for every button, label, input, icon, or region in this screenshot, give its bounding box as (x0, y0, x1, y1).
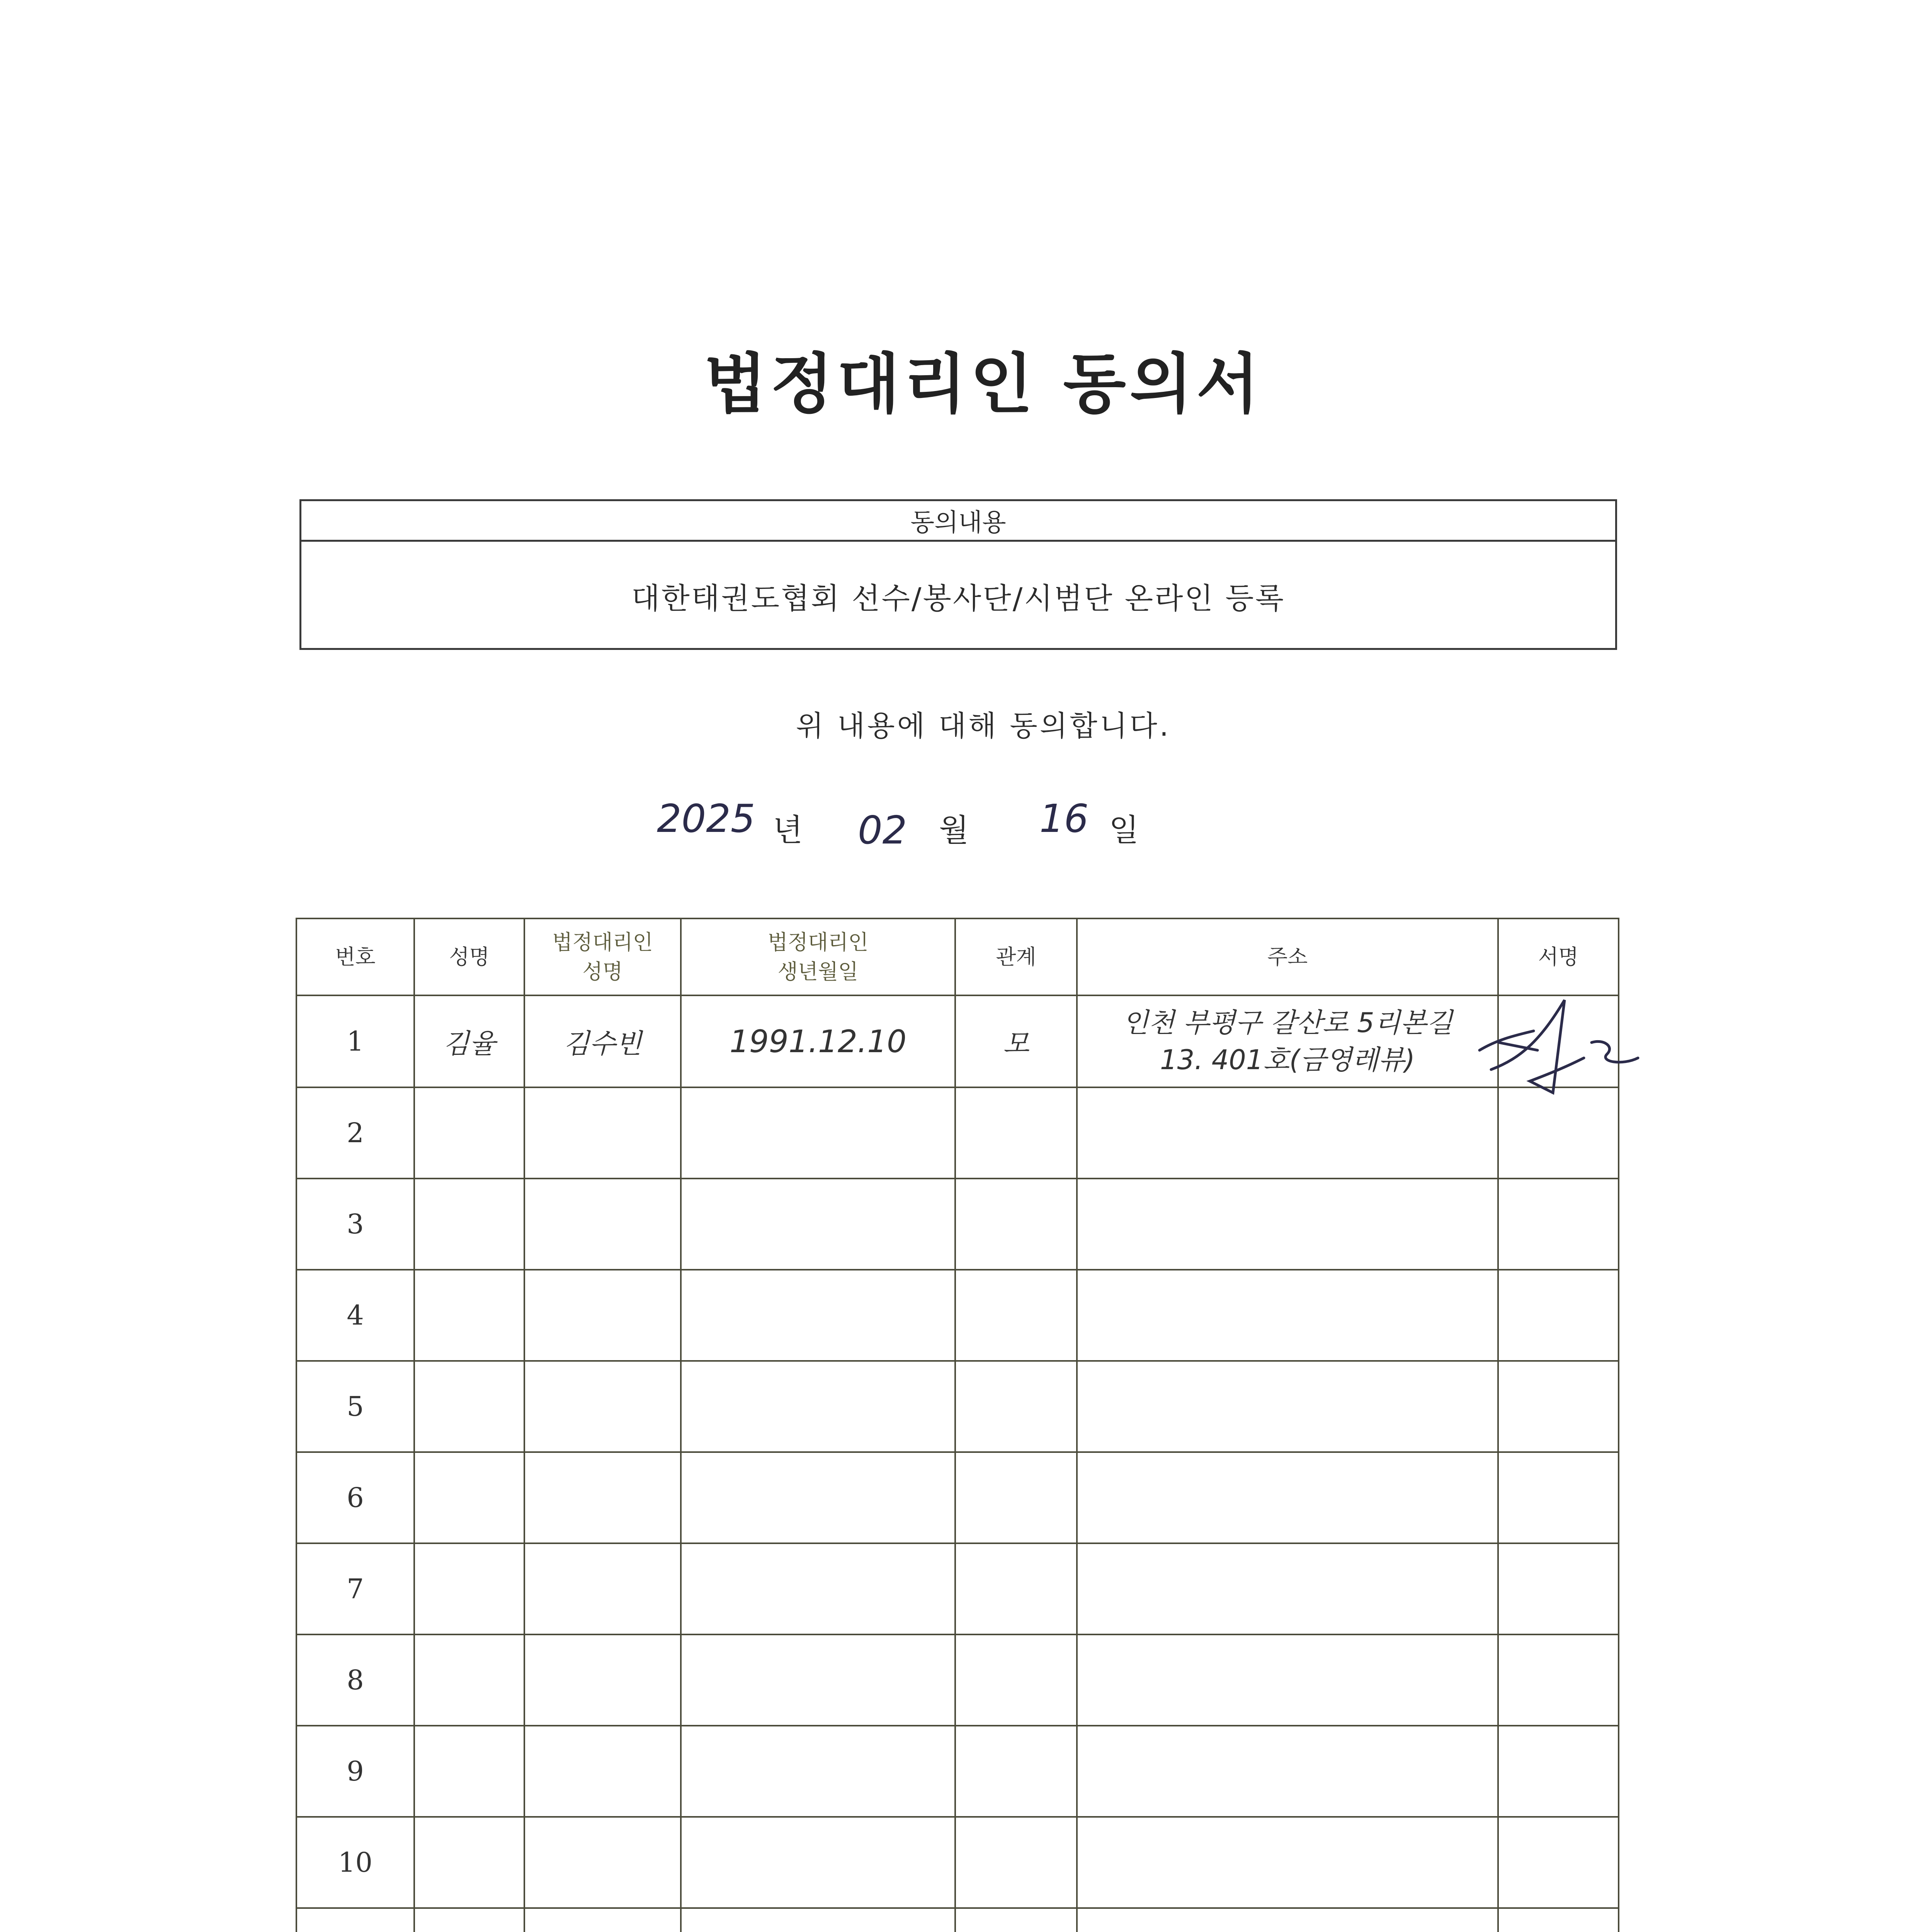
row-number: 9 (296, 1726, 414, 1817)
table-row (296, 1908, 1619, 1932)
row-guardian-name: 김수빈 (524, 995, 681, 1087)
header-signature: 서명 (1498, 918, 1619, 995)
table-row (296, 1270, 1619, 1361)
table-row (296, 1087, 1619, 1179)
date-day-handwritten: 16 (1039, 796, 1089, 841)
header-relation: 관계 (955, 918, 1077, 995)
header-guardian-name: 법정대리인 성명 (524, 918, 681, 995)
consent-header: 동의내용 (301, 501, 1615, 542)
row-number: 7 (296, 1543, 414, 1634)
row-number: 6 (296, 1452, 414, 1543)
date-year-label: 년 (773, 812, 803, 848)
row-number (296, 1908, 414, 1932)
row-number: 4 (296, 1270, 414, 1361)
row-number: 10 (296, 1817, 414, 1908)
row-number: 8 (296, 1634, 414, 1726)
date-month-label: 월 (939, 812, 969, 848)
row-address-line1: 인천 부평구 갈산로 5리본길 (1122, 1007, 1453, 1039)
guardian-roster-table (296, 918, 1619, 1932)
row-guardian-birth: 1991.12.10 (681, 995, 955, 1087)
agreement-statement: 위 내용에 대해 동의합니다. (796, 709, 1171, 743)
header-no: 번호 (296, 918, 414, 995)
table-row (296, 1634, 1619, 1726)
table-row (296, 1543, 1619, 1634)
date-line (657, 796, 1198, 858)
table-row (296, 1179, 1619, 1270)
row-address-line2: 13. 401호(금영레뷰) (1160, 1044, 1415, 1076)
row-signature (1498, 995, 1619, 1087)
row-name: 김율 (414, 995, 524, 1087)
table-row (296, 1452, 1619, 1543)
signature-scribble-icon (1476, 992, 1646, 1108)
header-address: 주소 (1077, 918, 1498, 995)
row-number: 5 (296, 1361, 414, 1452)
row-number: 2 (296, 1087, 414, 1179)
header-name: 성명 (414, 918, 524, 995)
date-month-handwritten: 02 (858, 808, 907, 853)
consent-content-box (299, 499, 1617, 650)
table-row (296, 1817, 1619, 1908)
date-day-label: 일 (1109, 812, 1139, 848)
date-year-handwritten: 2025 (657, 796, 755, 841)
table-row (296, 1361, 1619, 1452)
table-row (296, 1726, 1619, 1817)
row-relation: 모 (955, 995, 1077, 1087)
table-row (296, 995, 1619, 1087)
header-guardian-birth: 법정대리인 생년월일 (681, 918, 955, 995)
consent-body: 대한태권도협회 선수/봉사단/시범단 온라인 등록 (631, 581, 1285, 616)
row-number: 3 (296, 1179, 414, 1270)
row-number: 1 (296, 995, 414, 1087)
table-header-row (296, 918, 1619, 995)
row-address (1077, 995, 1498, 1087)
page-title: 법정대리인 동의서 (704, 346, 1263, 422)
